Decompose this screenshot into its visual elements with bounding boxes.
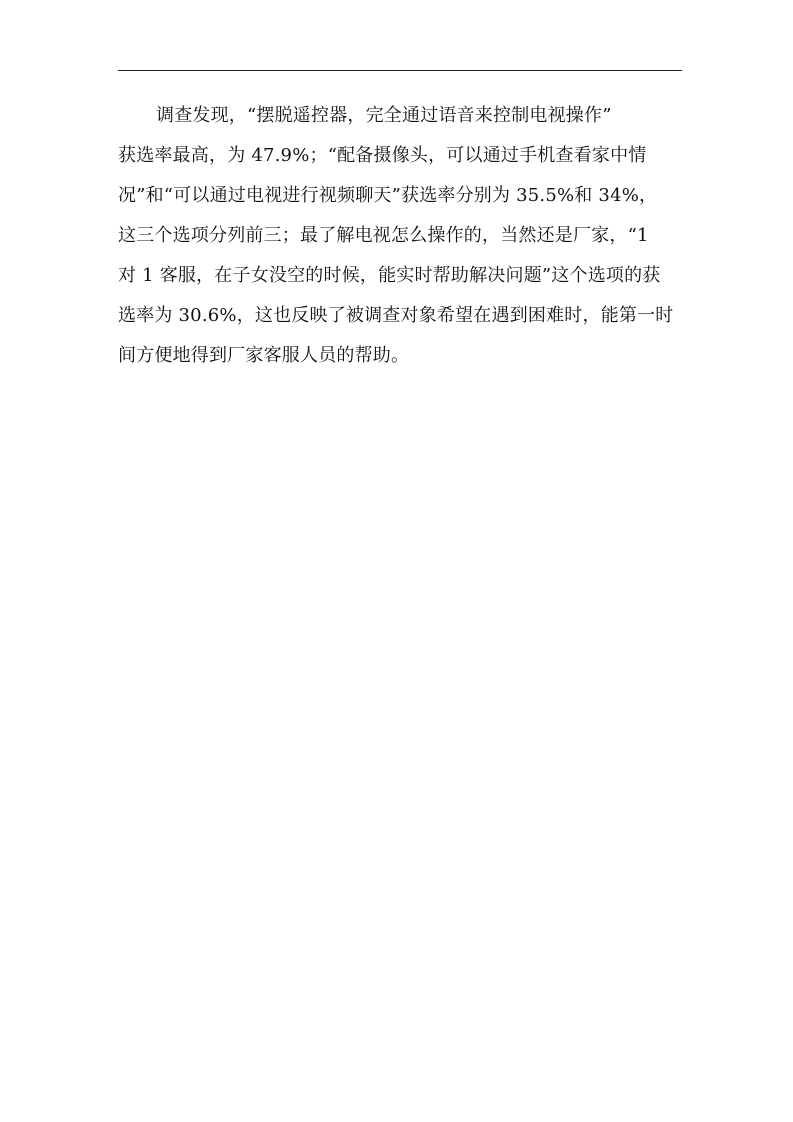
body-paragraph bbox=[118, 96, 688, 376]
paragraph-line-4: 这三个选项分列前三；最了解电视怎么操作的，当然还是厂家，“1 bbox=[118, 225, 649, 246]
header-rule bbox=[118, 70, 682, 71]
paragraph-line-3: 况”和“可以通过电视进行视频聊天”获选率分别为 35.5%和 34%， bbox=[118, 185, 658, 206]
paragraph-line-1: 调查发现，“摆脱遥控器，完全通过语音来控制电视操作” bbox=[156, 105, 612, 126]
paragraph-line-2: 获选率最高，为 47.9%；“配备摄像头，可以通过手机查看家中情 bbox=[118, 145, 647, 166]
paragraph-line-7: 间方便地得到厂家客服人员的帮助。 bbox=[118, 345, 410, 366]
paragraph-line-5: 对 1 客服，在子女没空的时候，能实时帮助解决问题”这个选项的获 bbox=[118, 265, 661, 286]
paragraph-line-6: 选率为 30.6%，这也反映了被调查对象希望在遇到困难时，能第一时 bbox=[118, 305, 674, 326]
